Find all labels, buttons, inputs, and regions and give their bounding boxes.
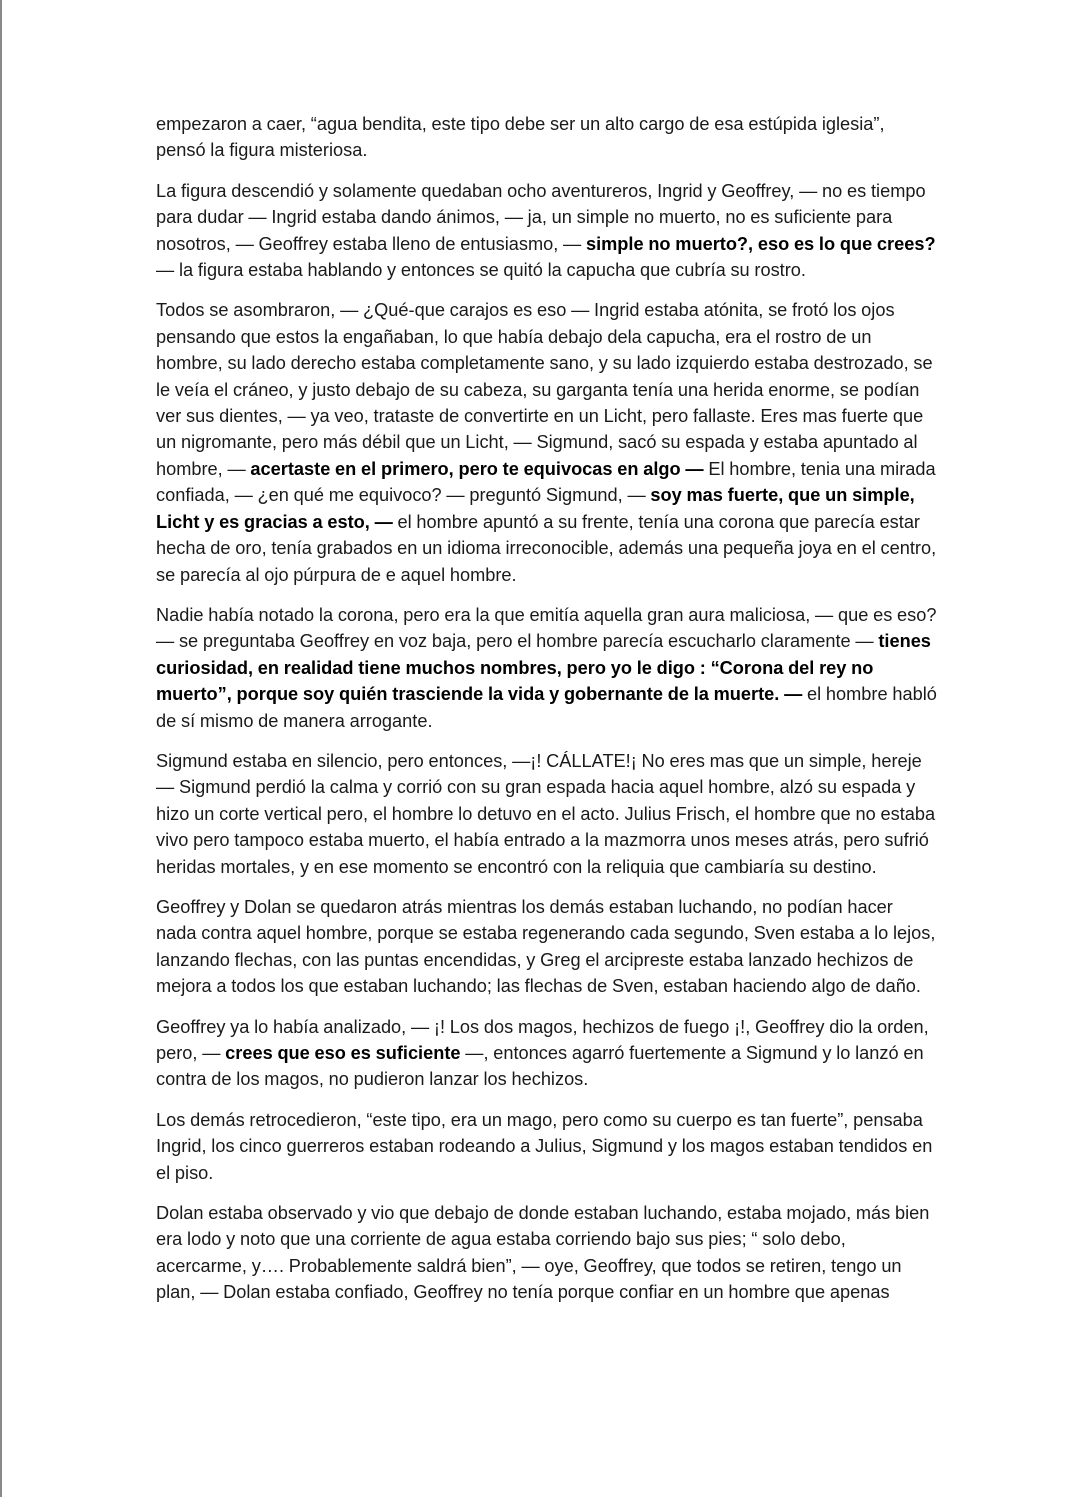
document-page (156, 111, 938, 1320)
paragraph-text: —, entonces agarró fuertemente a Sigmund y lo lanzó en contra de los magos, no pudieron lanzar los hechizos. (156, 1043, 924, 1090)
bold-dialogue-text: simple no muerto?, eso es lo que crees? (585, 233, 936, 254)
paragraph-text: — la figura estaba hablando y entonces se quitó la capucha que cubría su rostro. (156, 260, 806, 281)
body-paragraph (156, 602, 938, 734)
paragraph-text: Geoffrey ya lo había analizado, — ¡! Los dos magos, hechizos de fuego ¡!, Geoffrey dio la orden, pero, — (156, 1016, 929, 1063)
paragraph-text: Nadie había notado la corona, pero era la que emitía aquella gran aura maliciosa, — que es eso? — se preguntaba Geoffrey en voz baja, pero el hombre parecía escucharlo claramente — (156, 604, 937, 652)
body-paragraph (156, 1014, 938, 1093)
body-paragraph (156, 1200, 938, 1306)
body-paragraph (156, 748, 938, 880)
bold-dialogue-text: soy mas fuerte, que un simple, Licht y es gracias a esto, — (156, 485, 915, 532)
paragraph-text: el hombre apuntó a su frente, tenía una corona que parecía estar hecha de oro, tenía grabados en un idioma irreconocible, además una pequeña joya en el centro, se parecía al ojo púrpura de e aquel hombre. (156, 511, 937, 585)
body-paragraph (156, 297, 938, 587)
bold-dialogue-text: tienes curiosidad, en realidad tiene muchos nombres, pero yo le digo : “Corona del rey no muerto”, porque soy quién trasciende la vida y gobernante de la muerte. — (156, 631, 931, 705)
paragraph-text: Geoffrey y Dolan se quedaron atrás mientras los demás estaban luchando, no podían hacer nada contra aquel hombre, porque se estaba regenerando cada segundo, Sven estaba a lo lejos, lanzando flechas, con las puntas encendidas, y Greg el arcipreste estaba lanzado hechizos de mejora a todos los que estaban luchando; las flechas de Sven, estaban haciendo algo de daño. (156, 896, 936, 997)
body-paragraph (156, 178, 938, 284)
paragraph-text: Sigmund estaba en silencio, pero entonces, —¡! CÁLLATE!¡ No eres mas que un simple, hereje — Sigmund perdió la calma y corrió con su gran espada hacia aquel hombre, alzó su espada y hizo un corte vertical pero, el hombre lo detuvo en el acto. Julius Frisch, el hombre que no estaba vivo pero tampoco estaba muerto, el había entrado a la mazmorra unos meses atrás, pero sufrió heridas mortales, y en ese momento se encontró con la reliquia que cambiaría su destino. (156, 750, 936, 877)
page-left-edge (0, 0, 2, 1497)
bold-dialogue-text: acertaste en el primero, pero te equivocas en algo — (250, 458, 704, 479)
body-paragraph (156, 1107, 938, 1186)
paragraph-text: El hombre, tenia una mirada confiada, — ¿en qué me equivoco? — preguntó Sigmund, — (156, 458, 936, 506)
paragraph-text: el hombre habló de sí mismo de manera arrogante. (156, 684, 937, 731)
body-paragraph (156, 111, 938, 164)
paragraph-text: empezaron a caer, “agua bendita, este tipo debe ser un alto cargo de esa estúpida iglesia”, pensó la figura misteriosa. (156, 114, 885, 161)
paragraph-text: La figura descendió y solamente quedaban ocho aventureros, Ingrid y Geoffrey, — no es tiempo para dudar — Ingrid estaba dando ánimos, — ja, un simple no muerto, no es suficiente para nosotros, — Geoffrey estaba lleno de entusiasmo, — (156, 180, 926, 254)
body-paragraph (156, 894, 938, 1000)
paragraph-text: Dolan estaba observado y vio que debajo de donde estaban luchando, estaba mojado, más bien era lodo y noto que una corriente de agua estaba corriendo bajo sus pies; “ solo debo, acercarme, y…. Probablemente saldrá bien”, — oye, Geoffrey, que todos se retiren, tengo un plan, — Dolan estaba confiado, Geoffrey no tenía porque confiar en un hombre que apenas (156, 1203, 930, 1303)
paragraph-text: Los demás retrocedieron, “este tipo, era un mago, pero como su cuerpo es tan fuerte”, pensaba Ingrid, los cinco guerreros estaban rodeando a Julius, Sigmund y los magos estaban tendidos en el piso. (156, 1109, 933, 1183)
paragraph-text: Todos se asombraron, — ¿Qué-que carajos es eso — Ingrid estaba atónita, se frotó los ojos pensando que estos la engañaban, lo que había debajo dela capucha, era el rostro de un hombre, su lado derecho estaba completamente sano, y su lado izquierdo estaba destrozado, se le veía el cráneo, y justo debajo de su cabeza, su garganta tenía una herida enorme, se podían ver sus dientes, — ya veo, trataste de convertirte en un Licht, pero fallaste. Eres mas fuerte que un nigromante, pero más débil que un Licht, — Sigmund, sacó su espada y estaba apuntado al hombre, — (156, 300, 933, 479)
bold-dialogue-text: crees que eso es suficiente (225, 1043, 461, 1063)
